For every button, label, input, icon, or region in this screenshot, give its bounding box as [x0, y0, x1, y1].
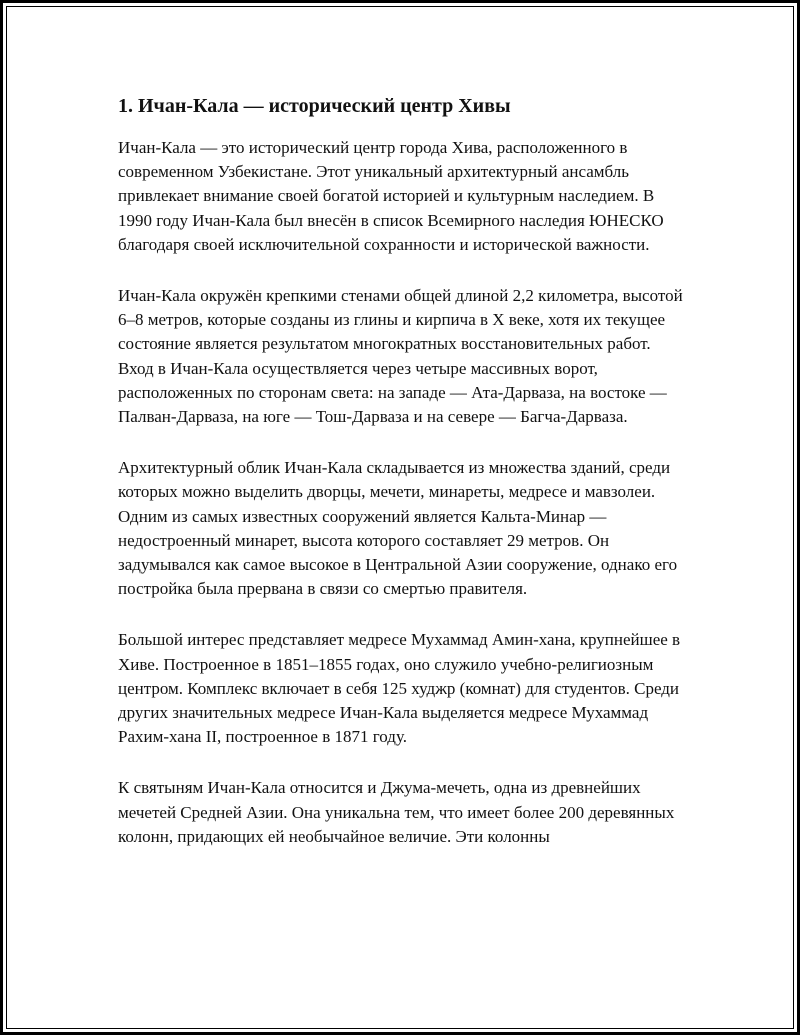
paragraph-madrasah: Большой интерес представляет медресе Мухаммад Амин-хана, крупнейшее в Хиве. Построенное в 1851–1855 годах, оно служило учебно-религиозным центром. Комплекс включает в себя 125 худжр (комнат) для студентов. Среди других значительных медресе Ичан-Кала выделяется медресе Мухаммад Рахим-хана II, построенное в 1871 году.	[118, 630, 681, 747]
paragraph-juma-mosque: К святыням Ичан-Кала относится и Джума-мечеть, одна из древнейших мечетей Средней Азии. Она уникальна тем, что имеет более 200 деревянных колонн, придающих ей необычайное величие. Эти колонны	[118, 778, 675, 846]
paragraph-architecture: Архитектурный облик Ичан-Кала складывается из множества зданий, среди которых можно выделить дворцы, мечети, минареты, медресе и мавзолеи. Одним из самых известных сооружений является Кальта-Минар — недостроенный минарет, высота которого составляет 29 метров. Он задумывался как самое высокое в Центральной Азии сооружение, однако его постройка была прервана в связи со смертью правителя.	[118, 458, 678, 599]
document-body	[118, 93, 688, 876]
paragraph-walls-gates: Ичан-Кала окружён крепкими стенами общей длиной 2,2 километра, высотой 6–8 метров, которые созданы из глины и кирпича в X веке, хотя их текущее состояние является результатом многократных восстановительных работ. Вход в Ичан-Кала осуществляется через четыре массивных ворот, расположенных по сторонам света: на западе — Ата-Дарваза, на востоке — Палван-Дарваза, на юге — Тош-Дарваза и на севере — Багча-Дарваза.	[118, 286, 683, 427]
section-title: 1. Ичан-Кала — исторический центр Хивы	[118, 95, 511, 117]
paragraph-intro: Ичан-Кала — это исторический центр города Хива, расположенного в современном Узбекистане. Этот уникальный архитектурный ансамбль привлекает внимание своей богатой историей и культурным наследием. В 1990 году Ичан-Кала был внесён в список Всемирного наследия ЮНЕСКО благодаря своей исключительной сохранности и исторической важности.	[118, 138, 664, 254]
